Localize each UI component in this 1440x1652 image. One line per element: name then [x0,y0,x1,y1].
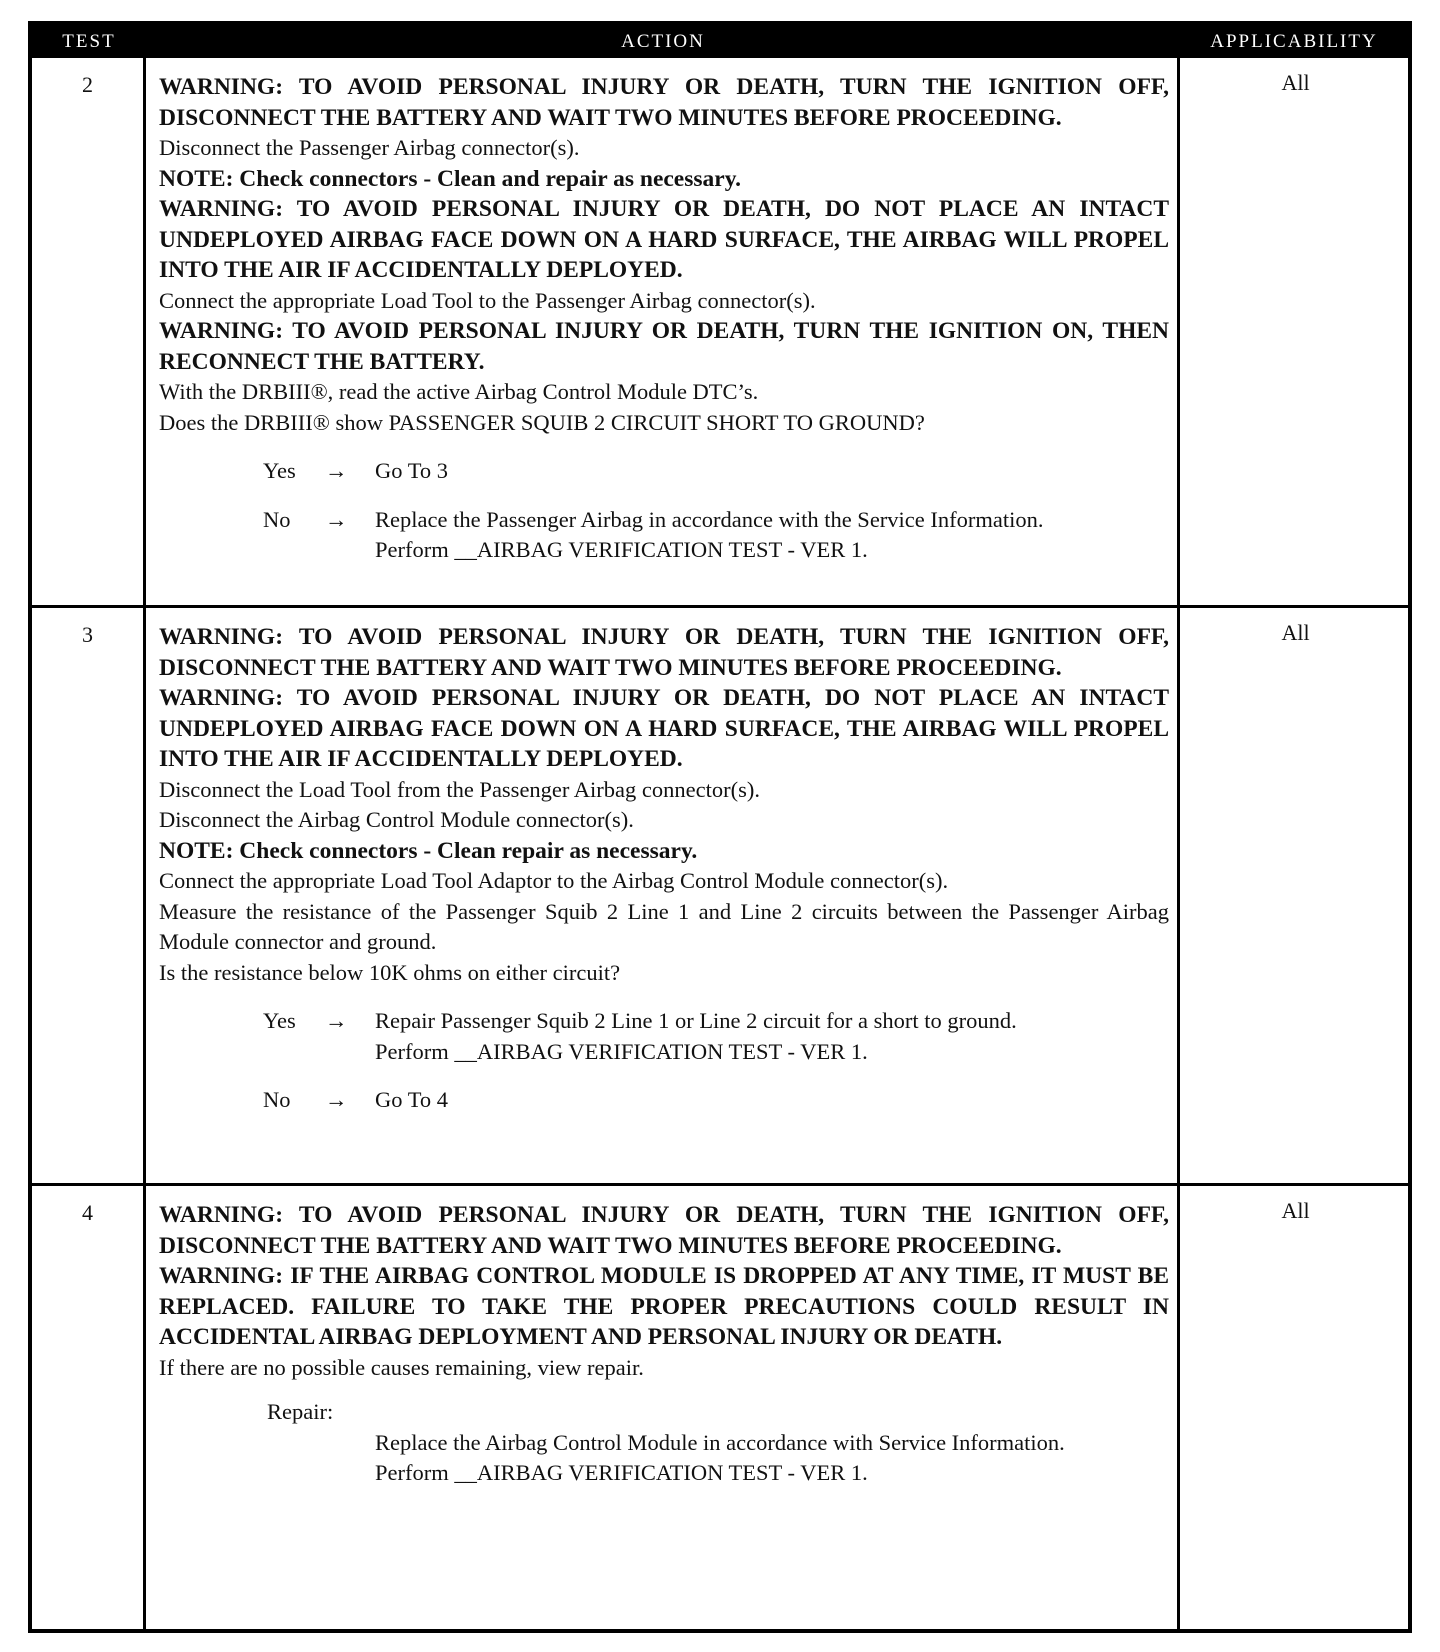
option-text-line: Perform __AIRBAG VERIFICATION TEST - VER 1. [375,1038,868,1064]
option-text [375,505,1169,566]
option-no [263,505,1169,566]
applicability-cell: All [1281,1198,1310,1223]
table-row-test-3 [32,608,1408,1186]
header-applicability: APPLICABILITY [1210,31,1378,52]
diagnostic-test-table [28,21,1412,1633]
warning-text: WARNING: TO AVOID PERSONAL INJURY OR DEATH, TURN THE IGNITION OFF, DISCONNECT THE BATTERY AND WAIT TWO MINUTES BEFORE PROCEEDING. [159,1202,1169,1259]
question-text: Is the resistance below 10K ohms on either circuit? [159,959,621,985]
right-arrow-icon: → [325,458,348,483]
step-text: Measure the resistance of the Passenger Squib 2 Line 1 and Line 2 circuits between the Passenger Airbag Module connector and ground. [159,898,1169,954]
step-text: With the DRBIII®, read the active Airbag Control Module DTC’s. [159,379,759,404]
question-text: Does the DRBIII® show PASSENGER SQUIB 2 CIRCUIT SHORT TO GROUND? [159,409,925,435]
right-arrow-icon: → [325,1087,348,1112]
option-text: Go To 3 [375,458,449,483]
action-cell [149,1186,1180,1629]
warning-text: WARNING: IF THE AIRBAG CONTROL MODULE IS DROPPED AT ANY TIME, IT MUST BE REPLACED. FAILURE TO TAKE THE PROPER PRECAUTIONS COULD RESULT IN ACCIDENTAL AIRBAG DEPLOYMENT AND PERSONAL INJURY OR DEATH. [159,1263,1169,1350]
repair-text: Replace the Airbag Control Module in accordance with Service Information. [375,1429,1065,1455]
option-label: No [263,1087,291,1112]
option-yes [263,1006,1169,1067]
repair-text: Perform __AIRBAG VERIFICATION TEST - VER 1. [375,1460,868,1485]
step-text: Disconnect the Airbag Control Module connector(s). [159,807,634,832]
test-number: 2 [32,58,146,605]
right-arrow-icon: → [325,1008,348,1033]
step-text: Disconnect the Passenger Airbag connector(s). [159,135,580,160]
option-label: Yes [263,458,296,483]
step-text: Connect the appropriate Load Tool to the Passenger Airbag connector(s). [159,287,816,313]
right-arrow-icon: → [325,506,348,532]
option-label: No [263,506,291,532]
warning-text: WARNING: TO AVOID PERSONAL INJURY OR DEATH, TURN THE IGNITION ON, THEN RECONNECT THE BATTERY. [159,318,1169,375]
note-text: NOTE: Check connectors - Clean repair as necessary. [159,837,698,864]
table-row-test-4 [32,1186,1408,1629]
option-label: Yes [263,1008,296,1033]
applicability-cell: All [1281,620,1310,645]
table-header [32,25,1408,58]
table-row-test-2 [32,58,1408,608]
repair-label: Repair: [267,1399,334,1424]
option-no [263,1085,1169,1116]
test-number: 3 [32,608,146,1183]
option-text [375,1006,1169,1067]
step-text: Disconnect the Load Tool from the Passenger Airbag connector(s). [159,776,760,802]
test-number: 4 [32,1186,146,1629]
option-text-line: Replace the Passenger Airbag in accordance with the Service Information. [375,506,1044,532]
option-text-line: Repair Passenger Squib 2 Line 1 or Line 2 circuit for a short to ground. [375,1008,1017,1033]
note-text: NOTE: Check connectors - Clean and repair as necessary. [159,165,742,192]
warning-text: WARNING: TO AVOID PERSONAL INJURY OR DEATH, TURN THE IGNITION OFF, DISCONNECT THE BATTERY AND WAIT TWO MINUTES BEFORE PROCEEDING. [159,74,1169,131]
option-text-line: Perform __AIRBAG VERIFICATION TEST - VER 1. [375,537,868,562]
applicability-cell: All [1281,70,1310,95]
header-action: ACTION [621,31,705,52]
warning-text: WARNING: TO AVOID PERSONAL INJURY OR DEATH, DO NOT PLACE AN INTACT UNDEPLOYED AIRBAG FACE DOWN ON A HARD SURFACE, THE AIRBAG WILL PROPEL INTO THE AIR IF ACCIDENTALLY DEPLOYED. [159,685,1169,772]
header-test: TEST [62,31,116,52]
warning-text: WARNING: TO AVOID PERSONAL INJURY OR DEATH, TURN THE IGNITION OFF, DISCONNECT THE BATTERY AND WAIT TWO MINUTES BEFORE PROCEEDING. [159,624,1169,681]
action-cell [149,58,1180,605]
option-text: Go To 4 [375,1087,449,1112]
option-yes [263,456,1169,487]
warning-text: WARNING: TO AVOID PERSONAL INJURY OR DEATH, DO NOT PLACE AN INTACT UNDEPLOYED AIRBAG FACE DOWN ON A HARD SURFACE, THE AIRBAG WILL PROPEL INTO THE AIR IF ACCIDENTALLY DEPLOYED. [159,196,1169,283]
step-text: Connect the appropriate Load Tool Adaptor to the Airbag Control Module connector(s). [159,868,949,893]
step-text: If there are no possible causes remaining, view repair. [159,1354,644,1380]
action-cell [149,608,1180,1183]
